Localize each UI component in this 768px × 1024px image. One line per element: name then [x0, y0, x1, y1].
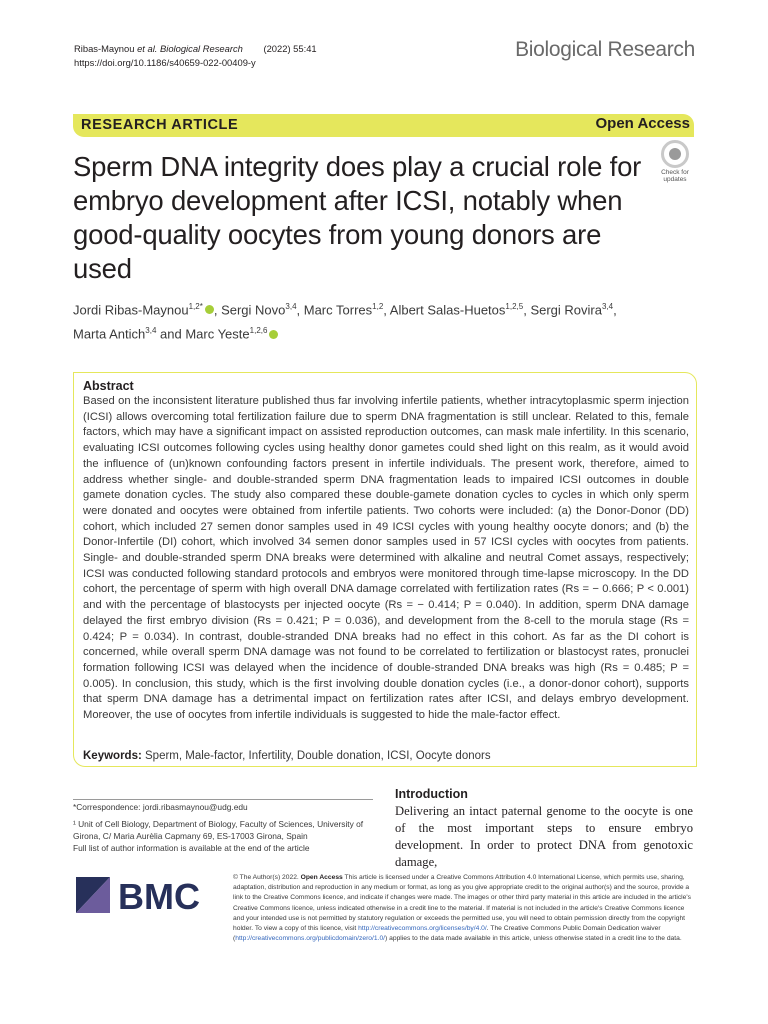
keywords-list: Sperm, Male-factor, Infertility, Double donation, ICSI, Oocyte donors — [145, 750, 491, 762]
author-name: Jordi Ribas-Maynou — [73, 302, 189, 318]
abstract-text: Based on the inconsistent literature published thus far involving infertile patients, whether intracytoplasmic sperm injection (ICSI) allows overcoming total fertilization failure due to sperm DNA fragmentation is still unclear. Related to this, female factors, which may have a significant impact on assisted reproduction outcomes, can mask male infertility. In this scenario, evaluating ICSI outcomes following cycles using healthy donor gametes could shed light on this realm, as it would avoid the influence of (un)known confounding factors present in infertile individuals. The present work, therefore, aimed to address whether single- and double-stranded sperm DNA fragmentation leads to impaired ICSI outcomes in double gamete donation cycles. The study also compared these double-gamete donation cycles to cycles in which only sperm were donated and oocytes were obtained from infertile patients. Two cohorts were included: (a) the Donor-Donor (DD) cohort, which included 27 semen donor samples used in 49 ICSI cycles with young healthy oocyte donors; and (b) the Donor-Infertile (DI) cohort, which involved 34 semen donor samples used in 57 ICSI cycles with oocytes from patients. Single- and double-stranded sperm DNA breaks were determined with alkaline and neutral Comet assays, respectively; ICSI was conducted following standard protocols and embryos were monitored through time-lapse microscopy. In the DD cohort, the percentage of sperm with high overall DNA damage correlated with fertilization rates (Rs = − 0.666; P < 0.001) and with the percentage of blastocysts per injected oocyte (Rs = − 0.414; P = 0.040). In addition, sperm DNA damage delayed the first embryo division (Rs = 0.421; P = 0.036), and development from the 8-cell to the morula stage (Rs = 0.424; P = 0.034). In contrast, double-stranded DNA breaks had no effect in this cohort. As far as the DI cohort is concerned, while overall sperm DNA damage was not found to be correlated to fertilization or blastocyst rates, pronuclei formation following ICSI was delayed when the incidence of double-stranded DNA breaks was high (Rs = 0.485; P = 0.005). In conclusion, this study, which is the first involving double donation cycles (i.e., a donor-donor cohort), supports that sperm DNA damage has a detrimental impact on fertilization rates after ICSI, and delays embryo development. Moreover, the use of oocytes from infertile individuals is suggested to hide the male-factor effect. — [83, 395, 689, 722]
check-for-updates-label: Check for updates — [661, 169, 689, 183]
introduction-heading: Introduction — [395, 787, 468, 801]
orcid-icon[interactable] — [269, 330, 278, 339]
author-affiliation: 3,4 — [285, 302, 297, 311]
author-affiliation: 1,2,5 — [505, 302, 524, 311]
author-affiliation: 1,2,6 — [249, 326, 268, 336]
citation-etal: et al. Biological Research — [137, 43, 243, 54]
check-for-updates-button[interactable] — [657, 140, 693, 183]
copyright-notice: © The Author(s) 2022. — [233, 874, 299, 881]
citation-line — [74, 42, 317, 56]
author-name: Sergi Novo — [221, 302, 286, 318]
article-title: Sperm DNA integrity does play a crucial role for embryo development after ICSI, notably when good-quality oocytes from young donors are used — [73, 151, 642, 284]
abstract-box — [73, 372, 697, 767]
introduction-text: Delivering an intact paternal genome to the oocyte is one of the most important steps to ensure embryo development. In order to protect DNA from genotoxic damage, — [395, 804, 693, 869]
citation-authors: Ribas-Maynou — [74, 43, 135, 54]
cc-zero-link[interactable]: http://creativecommons.org/publicdomain/zero/1.0/ — [235, 935, 386, 943]
bmc-logo — [74, 873, 214, 917]
license-waiver-text: . The Creative Commons Public Domain Dedication waiver ( — [233, 925, 661, 943]
author-name: Sergi Rovira — [530, 302, 602, 318]
author-name: Marc Yeste — [185, 326, 250, 342]
cc-by-link[interactable]: http://creativecommons.org/licenses/by/4.0/ — [358, 925, 487, 933]
bmc-logo-text: BMC — [118, 876, 200, 917]
footnote-divider — [73, 799, 373, 800]
license-tail-text: ) applies to the data made available in this article, unless otherwise stated in a credit line to the data. — [385, 935, 682, 943]
keywords — [83, 750, 491, 762]
keywords-label: Keywords: — [83, 750, 142, 762]
citation-header — [74, 42, 317, 70]
author-name: Marta Antich — [73, 326, 146, 342]
abstract-heading: Abstract — [83, 379, 134, 393]
citation-volume: (2022) 55:41 — [263, 43, 317, 54]
author-affiliation: 1,2 — [372, 302, 384, 311]
author-list: Jordi Ribas-Maynou$^{1,2*}$ , Sergi Novo$^{3,4}$, Marc Torres$^{1,2}$, Albert Salas-Huetos$^{1,2,5}$, Sergi Rovira$^{3,4}$, Marta Antich$^{3,4}$ and Marc Yeste$^{1,2,6}$ — [73, 302, 617, 342]
article-type-banner — [73, 114, 694, 137]
author-affiliation: 3,4 — [145, 326, 157, 336]
license-text — [233, 873, 693, 944]
open-access-label: Open Access — [595, 115, 690, 132]
doi-link[interactable]: https://doi.org/10.1186/s40659-022-00409-y — [74, 57, 256, 68]
article-type-label: RESEARCH ARTICLE — [81, 117, 239, 133]
journal-name: Biological Research — [515, 38, 695, 61]
author-affiliation: 3,4 — [601, 302, 614, 311]
author-affiliation: 1,2* — [188, 302, 203, 311]
check-for-updates-icon — [661, 140, 689, 168]
open-access-bold: Open Access — [300, 874, 343, 881]
license-body: This article is licensed under a Creative Commons Attribution 4.0 International License, which permits use, sharing, adaptation, distribution and reproduction in any medium or format, as long as you give appropriate credit to the original author(s) and the source, provide a link to the Creative Commons licence, and indicate if changes were made. The images or other third party material in this article are included in the article's Creative Commons licence, unless indicated otherwise in a credit line to the material. If material is not included in the article's Creative Commons licence and your intended use is not permitted by statutory regulation or exceeds the permitted use, you will need to obtain permission directly from the copyright holder. To view a copy of this licence, visit — [233, 874, 691, 933]
author-name: Albert Salas-Huetos — [389, 302, 506, 318]
affiliation-note: ¹ Unit of Cell Biology, Department of Biology, Faculty of Sciences, University of Girona, C/ Maria Aurèlia Capmany 69, ES-17003 Girona, Spain — [73, 819, 364, 841]
author-name: Marc Torres — [303, 302, 373, 318]
correspondence-note: *Correspondence: jordi.ribasmaynou@udg.edu — [73, 802, 248, 812]
full-author-info-note: Full list of author information is available at the end of the article — [73, 843, 310, 853]
orcid-icon[interactable] — [205, 305, 214, 314]
